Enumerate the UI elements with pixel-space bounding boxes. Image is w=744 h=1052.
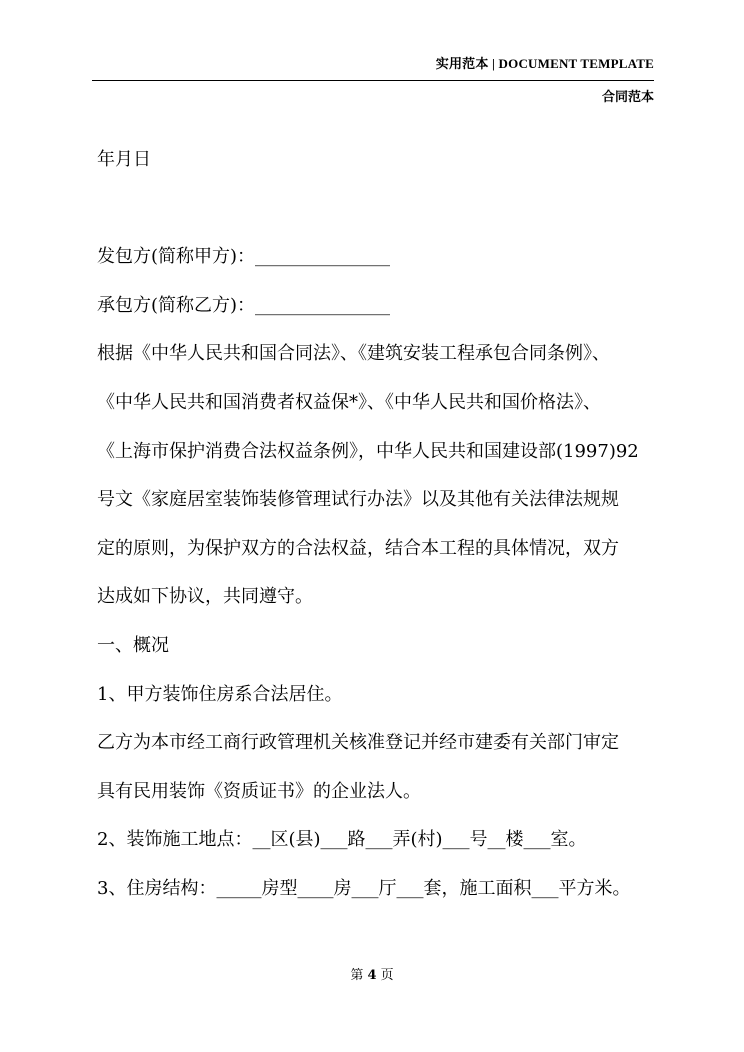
- party-b-line: 承包方(简称乙方)：_______________: [97, 294, 391, 316]
- party-a-line: 发包方(简称甲方)：_______________: [97, 246, 391, 268]
- clause-3: 3、住房结构：_____房型____房___厅___套，施工面积___平方米。: [97, 877, 631, 899]
- preamble-line: 达成如下协议，共同遵守。: [97, 586, 313, 608]
- clause-1: 1、甲方装饰住房系合法居住。: [97, 683, 343, 705]
- document-body: [97, 136, 657, 914]
- date-line: 年月日: [97, 149, 151, 170]
- preamble-line: 定的原则，为保护双方的合法权益，结合本工程的具体情况，双方: [97, 537, 619, 559]
- footer-suffix: 页: [380, 968, 394, 983]
- preamble-line: 根据《中华人民共和国合同法》、《建筑安装工程承包合同条例》、: [97, 343, 610, 365]
- header-title: 实用范本 | DOCUMENT TEMPLATE: [435, 56, 654, 71]
- section-heading: 一、概况: [97, 634, 169, 656]
- header-divider: [92, 80, 654, 81]
- clause-1-detail-line: 乙方为本市经工商行政管理机关核准登记并经市建委有关部门审定: [97, 732, 619, 754]
- page-number: 4: [367, 968, 377, 983]
- preamble-line: 号文《家庭居室装饰装修管理试行办法》以及其他有关法律法规规: [97, 489, 619, 511]
- clause-2: 2、装饰施工地点：__区(县)___路___弄(村)___号__楼___室。: [97, 829, 587, 851]
- blank-line: [97, 185, 657, 234]
- clause-1-detail-line: 具有民用装饰《资质证书》的企业法人。: [97, 780, 421, 802]
- header-subtitle: 合同范本: [601, 89, 654, 104]
- page-footer: [0, 964, 744, 983]
- preamble-line: 《中华人民共和国消费者权益保*》、《中华人民共和国价格法》、: [97, 391, 601, 413]
- preamble-line: 《上海市保护消费合法权益条例》，中华人民共和国建设部(1997)92: [97, 440, 639, 462]
- footer-prefix: 第: [350, 968, 364, 983]
